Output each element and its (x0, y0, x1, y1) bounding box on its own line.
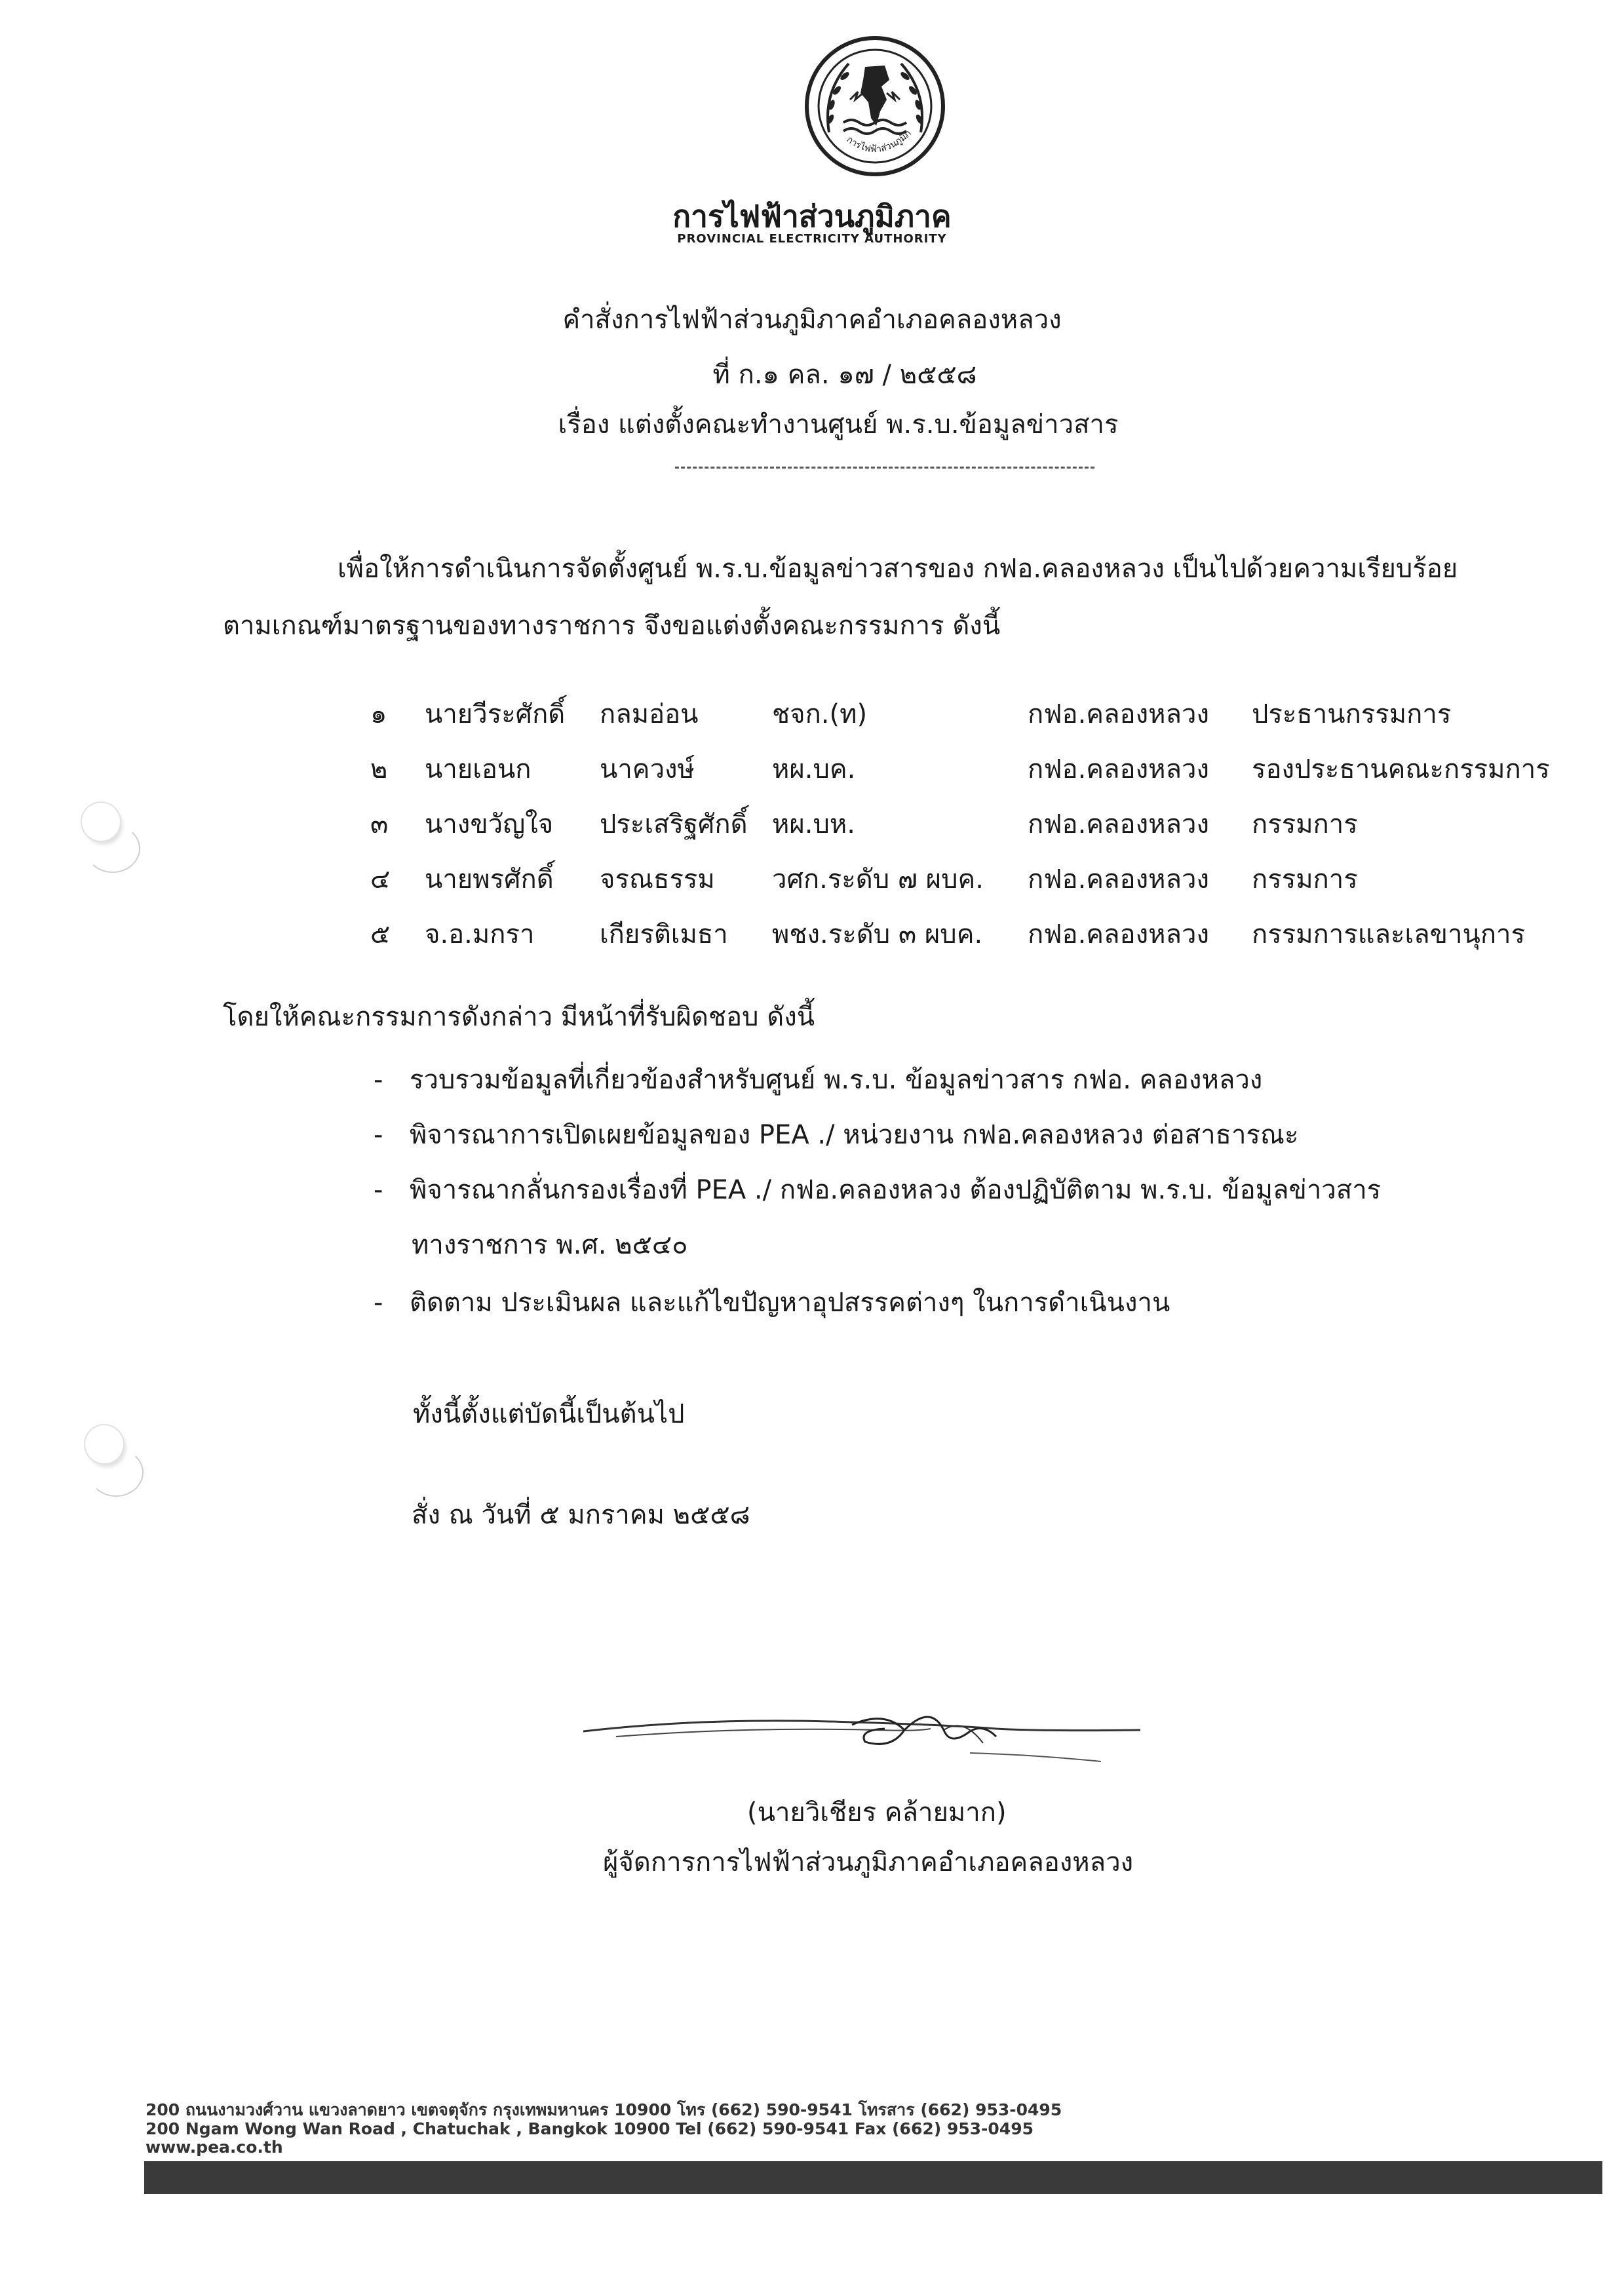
binder-hole-mark (88, 1448, 144, 1497)
duty-dash: - (374, 1288, 383, 1318)
member-role: กรรมการ (1252, 809, 1358, 839)
effective-statement: ทั้งนี้ตั้งแต่บัดนี้เป็นต้นไป (413, 1399, 685, 1429)
member-first-name: จ.อ.มกรา (425, 919, 535, 950)
footer-address-english: 200 Ngam Wong Wan Road , Chatuchak , Bangkok 10900 Tel (662) 590-9541 Fax (662) 953-0495 (145, 2119, 1034, 2138)
duty-item-continuation: ทางราชการ พ.ศ. ๒๕๔๐ (412, 1230, 688, 1260)
member-number: ๑ (370, 699, 387, 729)
member-number: ๕ (370, 919, 391, 950)
member-last-name: ประเสริฐศักดิ์ (600, 809, 748, 839)
member-position: หผ.บค. (772, 754, 856, 784)
member-last-name: เกียรติเมธา (600, 919, 728, 950)
logo-caption: การไฟฟ้าส่วนภูมิภ (844, 128, 914, 155)
intro-line-2: ตามเกณฑ์มาตรฐานของทางราชการ จึงขอแต่งตั้งคณะกรรมการ ดังนี้ (223, 611, 1001, 641)
binder-hole-mark (85, 824, 140, 873)
member-office: กฟอ.คลองหลวง (1028, 919, 1209, 950)
member-first-name: นายเอนก (425, 754, 532, 784)
intro-line-1: เพื่อให้การดำเนินการจัดตั้งศูนย์ พ.ร.บ.ข้อมูลข่าวสารของ กฟอ.คลองหลวง เป็นไปด้วยความเรียบร้อย (338, 554, 1458, 584)
member-last-name: จรณธรรม (600, 864, 715, 895)
order-subject: เรื่อง แต่งตั้งคณะทำงานศูนย์ พ.ร.บ.ข้อมูลข่าวสาร (558, 410, 1119, 440)
member-first-name: นายพรศักดิ์ (425, 864, 554, 895)
order-title: คำสั่งการไฟฟ้าส่วนภูมิภาคอำเภอคลองหลวง (562, 305, 1062, 335)
member-role: รองประธานคณะกรรมการ (1252, 754, 1550, 784)
member-first-name: นายวีระศักดิ์ (425, 699, 566, 729)
duty-dash: - (374, 1065, 383, 1095)
heading-divider (675, 467, 1094, 469)
member-office: กฟอ.คลองหลวง (1028, 699, 1209, 729)
member-role: ประธานกรรมการ (1252, 699, 1452, 729)
duty-dash: - (374, 1120, 383, 1150)
member-office: กฟอ.คลองหลวง (1028, 754, 1209, 784)
pea-logo (803, 34, 947, 178)
member-role: กรรมการ (1252, 864, 1358, 895)
signer-name: (นายวิเชียร คล้ายมาก) (747, 1798, 1007, 1828)
order-number: ที่ ก.๑ คล. ๑๗ / ๒๕๕๘ (712, 360, 977, 390)
duties-intro: โดยให้คณะกรรมการดังกล่าว มีหน้าที่รับผิดชอบ ดังนี้ (223, 1002, 815, 1032)
duty-item: พิจารณากลั่นกรองเรื่องที่ PEA ./ กฟอ.คลองหลวง ต้องปฏิบัติตาม พ.ร.บ. ข้อมูลข่าวสาร (410, 1175, 1382, 1205)
footer-website: www.pea.co.th (145, 2138, 283, 2157)
member-last-name: กลมอ่อน (600, 699, 699, 729)
signature-drawing (577, 1691, 1153, 1769)
member-last-name: นาควงษ์ (600, 754, 695, 784)
member-first-name: นางขวัญใจ (425, 809, 554, 839)
duty-dash: - (374, 1175, 383, 1205)
member-position: ชจก.(ท) (772, 699, 868, 729)
member-position: วศก.ระดับ ๗ ผบค. (772, 864, 984, 895)
duty-item: พิจารณาการเปิดเผยข้อมูลของ PEA ./ หน่วยงาน กฟอ.คลองหลวง ต่อสาธารณะ (410, 1120, 1299, 1150)
member-number: ๒ (370, 754, 388, 784)
footer-bar (144, 2161, 1602, 2194)
member-role: กรรมการและเลขานุการ (1252, 919, 1525, 950)
member-number: ๔ (370, 864, 391, 895)
member-office: กฟอ.คลองหลวง (1028, 809, 1209, 839)
org-name-english: PROVINCIAL ELECTRICITY AUTHORITY (677, 232, 947, 246)
signer-title: ผู้จัดการการไฟฟ้าส่วนภูมิภาคอำเภอคลองหลวง (603, 1847, 1134, 1877)
duty-item: รวบรวมข้อมูลที่เกี่ยวข้องสำหรับศูนย์ พ.ร.บ. ข้อมูลข่าวสาร กฟอ. คลองหลวง (410, 1065, 1263, 1095)
member-position: หผ.บห. (772, 809, 855, 839)
member-office: กฟอ.คลองหลวง (1028, 864, 1209, 895)
member-position: พชง.ระดับ ๓ ผบค. (772, 919, 983, 950)
duty-item: ติดตาม ประเมินผล และแก้ไขปัญหาอุปสรรคต่างๆ ในการดำเนินงาน (410, 1288, 1170, 1318)
member-number: ๓ (370, 809, 389, 839)
order-date: สั่ง ณ วันที่ ๕ มกราคม ๒๕๕๘ (412, 1500, 750, 1530)
footer-address-thai: 200 ถนนงามวงศ์วาน แขวงลาดยาว เขตจตุจักร กรุงเทพมหานคร 10900 โทร (662) 590-9541 โทรสาร (662) 953-0495 (145, 2100, 1062, 2119)
org-name-thai: การไฟฟ้าส่วนภูมิภาค (672, 199, 952, 234)
